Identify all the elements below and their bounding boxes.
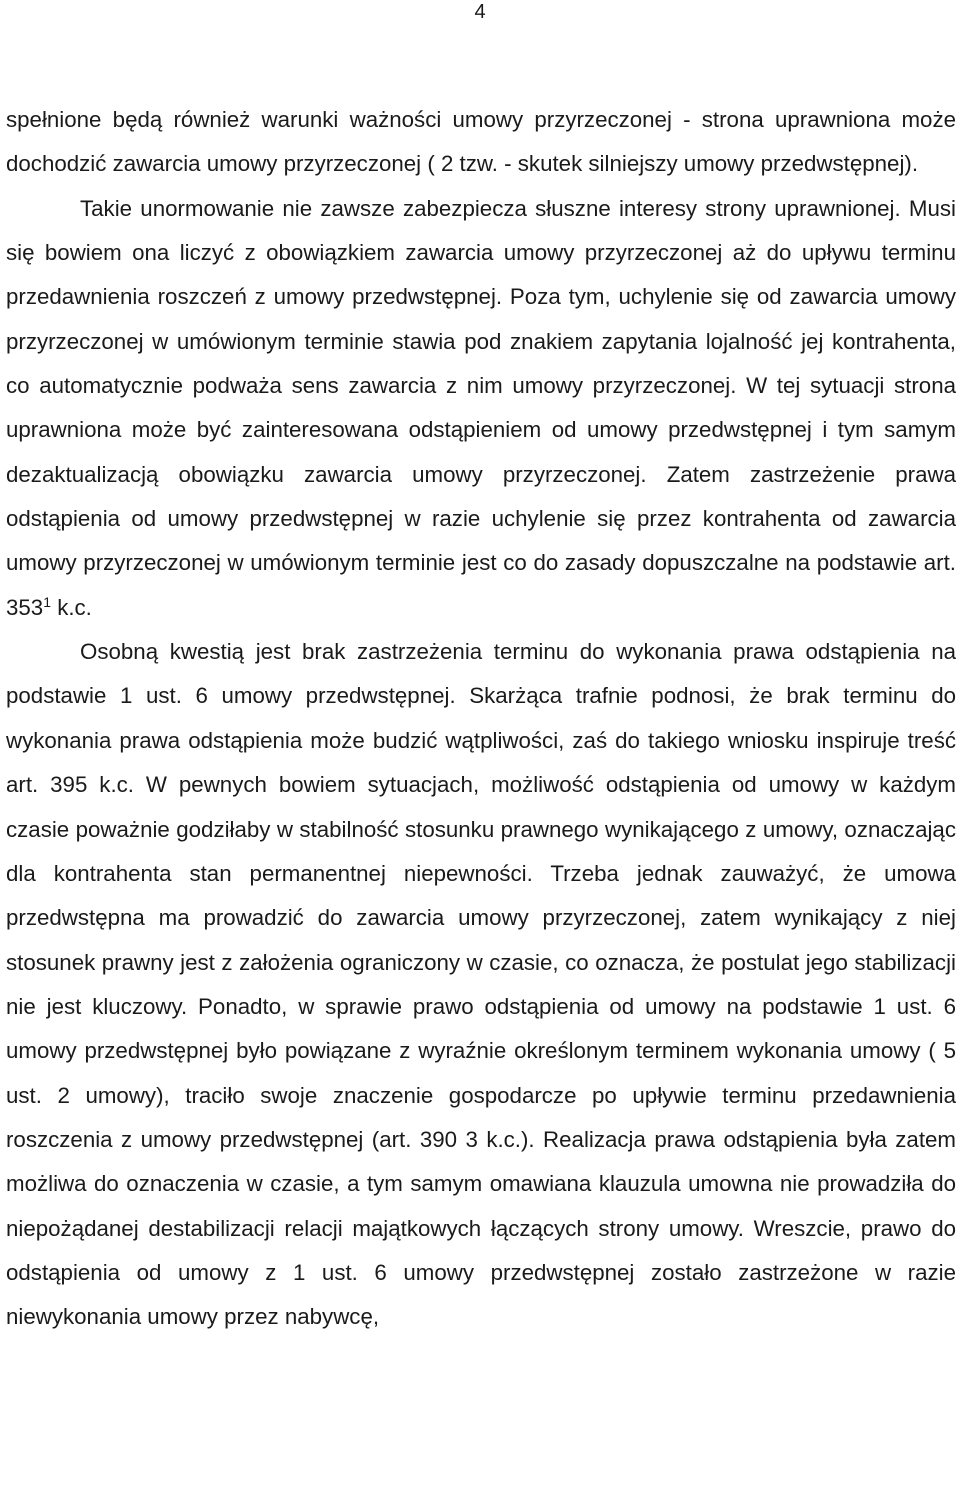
paragraph-unormowanie: [6, 187, 956, 630]
paragraph-continuation: spełnione będą również warunki ważności umowy przyrzeczonej - strona uprawniona może dochodzić zawarcia umowy przyrzeczonej ( 2 tzw. - skutek silniejszy umowy przedwstępnej).: [6, 107, 956, 177]
paragraph-text: Takie unormowanie nie zawsze zabezpiecza słuszne interesy strony uprawnionej. Musi się bowiem ona liczyć z obowiązkiem zawarcia umowy przyrzeczonej aż do upływu terminu przedawnienia roszczeń z umowy przedwstępnej. Poza tym, uchylenie się od zawarcia umowy przyrzeczonej w umówionym terminie stawia pod znakiem zapytania lojalność jej kontrahenta, co automatycznie podważa sens zawarcia z nim umowy przyrzeczonej. W tej sytuacji strona uprawniona może być zainteresowana odstąpieniem od umowy przedwstępnej i tym samym dezaktualizacją obowiązku zawarcia umowy przyrzeczonej. Zatem zastrzeżenie prawa odstąpienia od umowy przedwstępnej w razie uchylenie się przez kontrahenta od zawarcia umowy przyrzeczonej w umówionym terminie jest co do zasady dopuszczalne na podstawie art. 353: [6, 195, 956, 620]
page-number: 4: [474, 1, 486, 23]
superscript: 1: [43, 593, 51, 610]
paragraph-osobna-kwestia: Osobną kwestią jest brak zastrzeżenia terminu do wykonania prawa odstąpienia na podstawie 1 ust. 6 umowy przedwstępnej. Skarżąca trafnie podnosi, że brak terminu do wykonania prawa odstąpienia może budzić wątpliwości, zaś do takiego wniosku inspiruje treść art. 395 k.c. W pewnych bowiem sytuacjach, możliwość odstąpienia od umowy w każdym czasie poważnie godziłaby w stabilność stosunku prawnego wynikającego z umowy, oznaczając dla kontrahenta stan permanentnej niepewności. Trzeba jednak zauważyć, że umowa przedwstępna ma prowadzić do zawarcia umowy przyrzeczonej, zatem wynikający z niej stosunek prawny jest z założenia ograniczony w czasie, co oznacza, że postulat jego stabilizacji nie jest kluczowy. Ponadto, w sprawie prawo odstąpienia od umowy na podstawie 1 ust. 6 umowy przedwstępnej było powiązane z wyraźnie określonym terminem wykonania umowy ( 5 ust. 2 umowy), traciło swoje znaczenie gospodarcze po upływie terminu przedawnienia roszczenia z umowy przedwstępnej (art. 390 3 k.c.). Realizacja prawa odstąpienia była zatem możliwa do oznaczenia w czasie, a tym samym omawiana klauzula umowna nie prowadziła do niepożądanej destabilizacji relacji majątkowych łączących strony umowy. Wreszcie, prawo do odstąpienia od umowy z 1 ust. 6 umowy przedwstępnej zostało zastrzeżone w razie niewykonania umowy przez nabywcę,: [6, 639, 956, 1330]
paragraph-tail: k.c.: [51, 594, 92, 620]
document-body: [6, 98, 956, 1340]
